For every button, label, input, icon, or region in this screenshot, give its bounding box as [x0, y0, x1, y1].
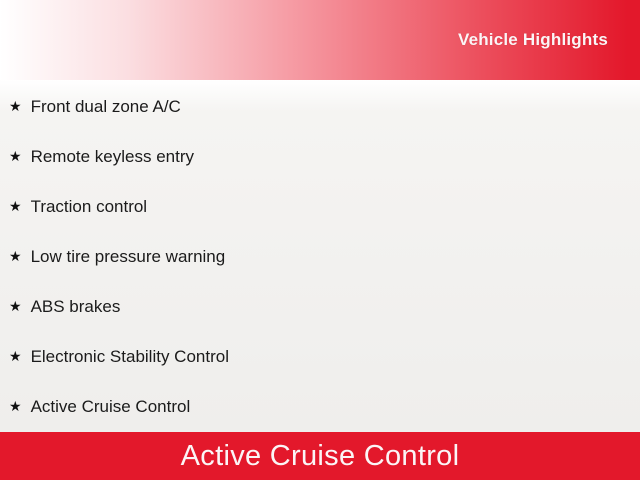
star-icon: ★ [9, 248, 22, 264]
star-icon: ★ [9, 148, 22, 164]
header-banner [0, 0, 640, 80]
page-title: Vehicle Highlights [457, 30, 608, 49]
features-list [0, 80, 640, 432]
list-item [0, 248, 640, 267]
feature-label: ABS brakes [30, 296, 121, 316]
feature-label: Traction control [30, 196, 148, 216]
list-item [0, 198, 640, 217]
feature-label: Electronic Stability Control [30, 346, 229, 366]
list-item [0, 148, 640, 167]
list-item [0, 298, 640, 317]
footer-banner [0, 432, 640, 480]
star-icon: ★ [9, 298, 22, 314]
list-item [0, 98, 640, 117]
feature-label: Active Cruise Control [30, 396, 191, 416]
feature-label: Front dual zone A/C [30, 96, 181, 116]
star-icon: ★ [9, 398, 22, 414]
feature-label: Remote keyless entry [30, 146, 195, 166]
list-item [0, 348, 640, 367]
feature-label: Low tire pressure warning [30, 246, 226, 266]
list-item [0, 398, 640, 417]
star-icon: ★ [9, 198, 22, 214]
footer-title: Active Cruise Control [180, 439, 460, 472]
star-icon: ★ [9, 348, 22, 364]
star-icon: ★ [9, 98, 22, 114]
